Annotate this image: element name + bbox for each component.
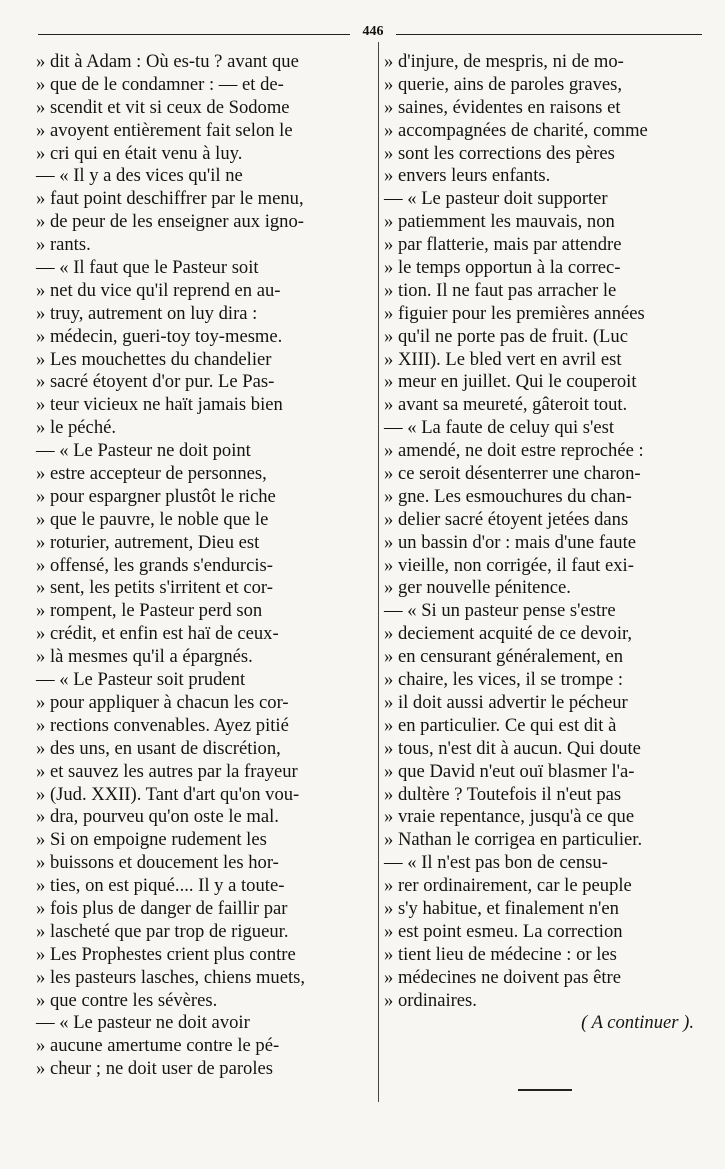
text-line: » (Jud. XXII). Tant d'art qu'on vou- bbox=[36, 783, 300, 805]
text-line: » XIII). Le bled vert en avril est bbox=[384, 348, 622, 370]
text-line: » médecin, gueri-toy toy-mesme. bbox=[36, 325, 283, 347]
text-line: » envers leurs enfants. bbox=[384, 165, 551, 187]
text-line: » en particulier. Ce qui est dit à bbox=[384, 714, 617, 736]
text-line: » dultère ? Toutefois il n'eut pas bbox=[384, 783, 622, 805]
text-line: » gne. Les esmouchures du chan- bbox=[384, 485, 632, 507]
text-line: » tion. Il ne faut pas arracher le bbox=[384, 279, 617, 301]
column-divider bbox=[378, 42, 379, 1102]
text-line: » cri qui en était venu à luy. bbox=[36, 142, 243, 164]
text-line: » tient lieu de médecine : or les bbox=[384, 943, 617, 965]
text-line: » médecines ne doivent pas être bbox=[384, 966, 621, 988]
text-line: » le péché. bbox=[36, 417, 117, 439]
text-line: » chaire, les vices, il se trompe : bbox=[384, 669, 624, 691]
text-line: » querie, ains de paroles graves, bbox=[384, 73, 623, 95]
text-line: » par flatterie, mais par attendre bbox=[384, 234, 622, 256]
text-line: » tous, n'est dit à aucun. Qui doute bbox=[384, 737, 641, 759]
text-line: » amendé, ne doit estre reprochée : bbox=[384, 440, 644, 462]
text-line: » accompagnées de charité, comme bbox=[384, 119, 648, 141]
text-line: » saines, évidentes en raisons et bbox=[384, 96, 621, 118]
text-line: » et sauvez les autres par la frayeur bbox=[36, 760, 298, 782]
text-line: » sont les corrections des pères bbox=[384, 142, 615, 164]
text-line: » lascheté que par trop de rigueur. bbox=[36, 920, 289, 942]
text-line: » vraie repentance, jusqu'à ce que bbox=[384, 806, 635, 828]
page-header bbox=[38, 26, 702, 40]
text-line: » roturier, autrement, Dieu est bbox=[36, 531, 260, 553]
text-line: » delier sacré étoyent jetées dans bbox=[384, 508, 629, 530]
continuation-note: ( A continuer ). bbox=[581, 1012, 694, 1034]
text-line: » dra, pourveu qu'on oste le mal. bbox=[36, 806, 279, 828]
text-line: » Les Prophestes crient plus contre bbox=[36, 943, 296, 965]
text-line: » il doit aussi advertir le pécheur bbox=[384, 691, 628, 713]
text-line: » buissons et doucement les hor- bbox=[36, 852, 279, 874]
text-line: » crédit, et enfin est haï de ceux- bbox=[36, 623, 279, 645]
text-line: — « Le pasteur doit supporter bbox=[384, 188, 608, 210]
text-line: — « La faute de celuy qui s'est bbox=[384, 417, 615, 439]
text-line: » scendit et vit si ceux de Sodome bbox=[36, 96, 290, 118]
text-line: » rections convenables. Ayez pitié bbox=[36, 714, 289, 736]
text-line: » pour appliquer à chacun les cor- bbox=[36, 691, 289, 713]
text-line: » un bassin d'or : mais d'une faute bbox=[384, 531, 636, 553]
text-line: » s'y habitue, et finalement n'en bbox=[384, 897, 619, 919]
text-line: — « Il faut que le Pasteur soit bbox=[36, 257, 259, 279]
text-line: » ties, on est piqué.... Il y a toute- bbox=[36, 875, 285, 897]
text-line: — « Le pasteur ne doit avoir bbox=[36, 1012, 250, 1034]
text-line: » avant sa meureté, gâteroit tout. bbox=[384, 394, 628, 416]
end-rule bbox=[518, 1089, 572, 1091]
text-line: » sacré étoyent d'or pur. Le Pas- bbox=[36, 371, 275, 393]
header-rule-right bbox=[396, 34, 702, 35]
text-line: » net du vice qu'il reprend en au- bbox=[36, 279, 281, 301]
text-line: » qu'il ne porte pas de fruit. (Luc bbox=[384, 325, 628, 347]
text-line: » rer ordinairement, car le peuple bbox=[384, 875, 632, 897]
text-line: » Les mouchettes du chandelier bbox=[36, 348, 272, 370]
text-line: » sent, les petits s'irritent et cor- bbox=[36, 577, 273, 599]
text-line: » patiemment les mauvais, non bbox=[384, 211, 615, 233]
text-line: » ger nouvelle pénitence. bbox=[384, 577, 571, 599]
text-line: — « Si un pasteur pense s'estre bbox=[384, 600, 616, 622]
text-line: » des uns, en usant de discrétion, bbox=[36, 737, 281, 759]
text-line: » vieille, non corrigée, il faut exi- bbox=[384, 554, 634, 576]
text-line: — « Il y a des vices qu'il ne bbox=[36, 165, 243, 187]
text-line: — « Le Pasteur soit prudent bbox=[36, 669, 246, 691]
text-line: » avoyent entièrement fait selon le bbox=[36, 119, 293, 141]
text-line: » ordinaires. bbox=[384, 989, 477, 1011]
text-line: » deciement acquité de ce devoir, bbox=[384, 623, 633, 645]
header-rule-left bbox=[38, 34, 350, 35]
text-line: » d'injure, de mespris, ni de mo- bbox=[384, 51, 624, 72]
text-line: » estre accepteur de personnes, bbox=[36, 463, 267, 485]
text-line: » cheur ; ne doit user de paroles bbox=[36, 1058, 273, 1080]
text-line: » dit à Adam : Où es-tu ? avant que bbox=[36, 51, 299, 72]
text-line: » faut point deschiffrer par le menu, bbox=[36, 188, 304, 210]
text-line: — « Le Pasteur ne doit point bbox=[36, 440, 251, 462]
text-line: » ce seroit désenterrer une charon- bbox=[384, 463, 641, 485]
text-line: » Nathan le corrigea en particulier. bbox=[384, 829, 643, 851]
text-line: » teur vicieux ne haït jamais bien bbox=[36, 394, 283, 416]
text-line: » fois plus de danger de faillir par bbox=[36, 897, 288, 919]
page-number: 446 bbox=[362, 24, 384, 39]
text-line: » pour espargner plustôt le riche bbox=[36, 485, 276, 507]
text-line: » que le pauvre, le noble que le bbox=[36, 508, 269, 530]
text-line: » le temps opportun à la correc- bbox=[384, 257, 621, 279]
text-line: » rants. bbox=[36, 234, 91, 256]
left-column bbox=[36, 51, 369, 1081]
text-line: » que David n'eut ouï blasmer l'a- bbox=[384, 760, 635, 782]
text-line: » que de le condamner : — et de- bbox=[36, 73, 284, 95]
text-line: » figuier pour les premières années bbox=[384, 302, 645, 324]
text-line: — « Il n'est pas bon de censu- bbox=[384, 852, 608, 874]
text-line: » que contre les sévères. bbox=[36, 989, 218, 1011]
text-line: » truy, autrement on luy dira : bbox=[36, 302, 258, 324]
text-line: » là mesmes qu'il a épargnés. bbox=[36, 646, 253, 668]
text-line: » aucune amertume contre le pé- bbox=[36, 1035, 280, 1057]
text-line: » Si on empoigne rudement les bbox=[36, 829, 267, 851]
text-line: » meur en juillet. Qui le couperoit bbox=[384, 371, 637, 393]
text-line: » les pasteurs lasches, chiens muets, bbox=[36, 966, 306, 988]
text-line: » en censurant généralement, en bbox=[384, 646, 624, 668]
text-line: » rompent, le Pasteur perd son bbox=[36, 600, 263, 622]
right-column bbox=[384, 51, 702, 1035]
text-line: » offensé, les grands s'endurcis- bbox=[36, 554, 273, 576]
text-line: » de peur de les enseigner aux igno- bbox=[36, 211, 304, 233]
text-line: » est point esmeu. La correction bbox=[384, 920, 623, 942]
